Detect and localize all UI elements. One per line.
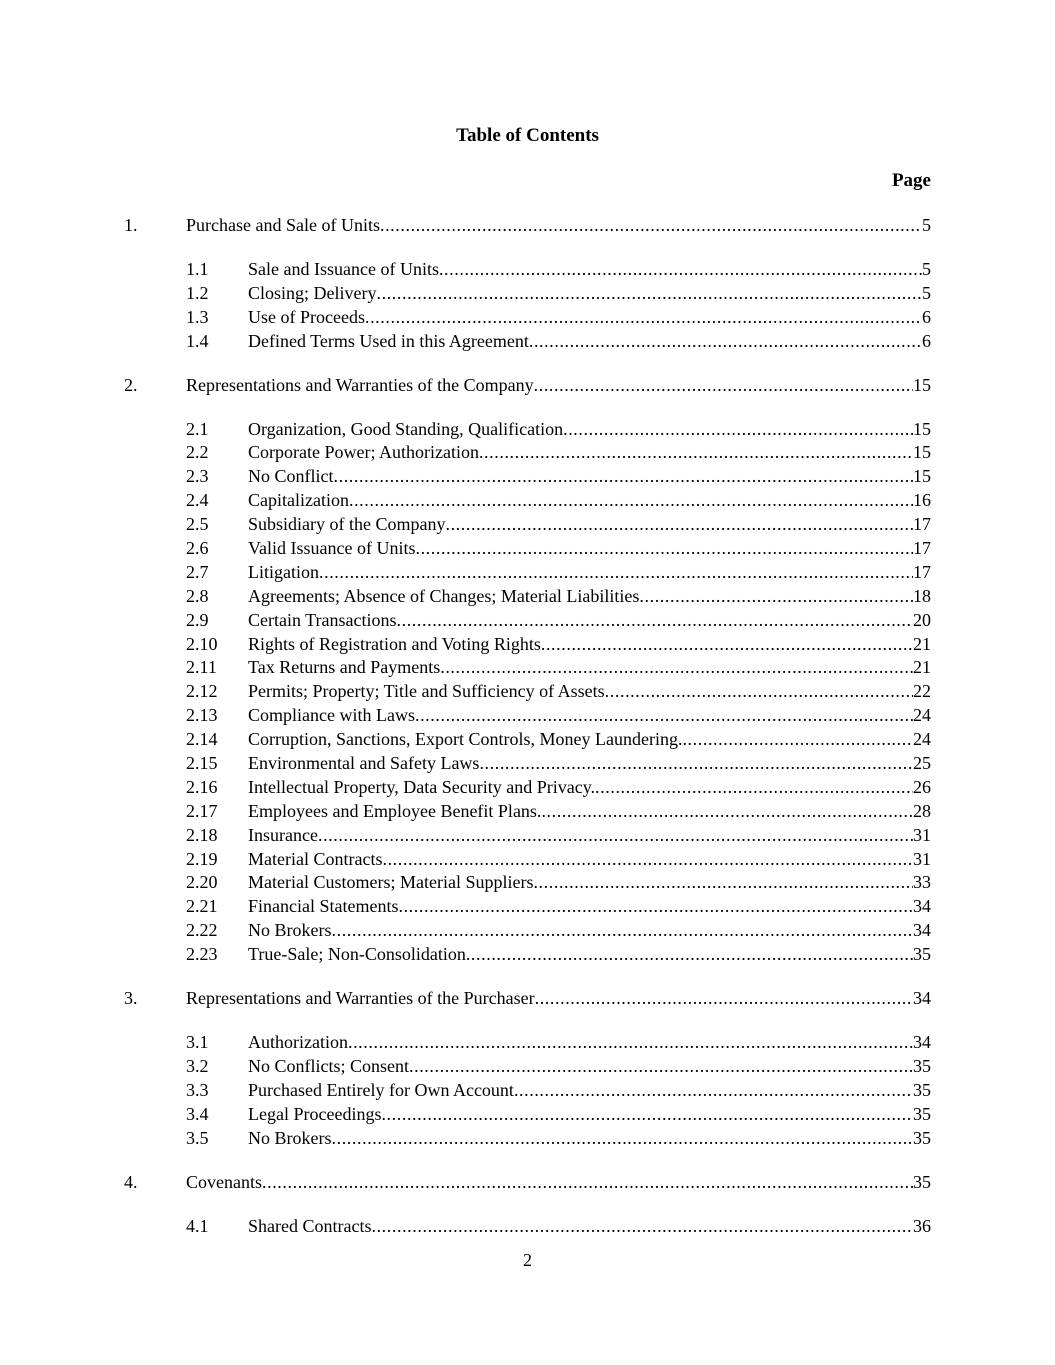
toc-subsection-number: 2.13 <box>186 705 218 726</box>
toc-subsection-leader <box>248 894 931 918</box>
toc-subsection-page: 21 <box>913 633 931 654</box>
toc-subsection[interactable] <box>0 329 1055 353</box>
toc-subsection-page: 36 <box>913 1215 931 1236</box>
toc-subsection[interactable] <box>0 1078 1055 1102</box>
toc-subsection-number: 1.4 <box>186 330 209 351</box>
dot-leader <box>318 823 913 847</box>
toc-subsection-number: 2.21 <box>186 896 218 917</box>
toc-subsection[interactable] <box>0 536 1055 560</box>
page-column-heading: Page <box>891 170 931 191</box>
dot-leader <box>533 870 913 894</box>
toc-subsection-leader <box>248 870 931 894</box>
toc-subsection-page: 18 <box>913 585 931 606</box>
toc-subsection-leader <box>248 512 931 536</box>
toc-subsection-leader <box>248 679 931 703</box>
dot-leader <box>529 329 922 353</box>
toc-section[interactable] <box>0 1170 1055 1194</box>
toc-subsection[interactable] <box>0 799 1055 823</box>
toc-section[interactable] <box>0 373 1055 397</box>
dot-leader <box>398 894 913 918</box>
toc-subsection-page: 5 <box>922 259 931 279</box>
dot-leader <box>348 1030 913 1054</box>
toc-subsection-title: True-Sale; Non-Consolidation <box>248 944 466 965</box>
toc-subsection-leader <box>248 1214 931 1238</box>
dot-leader <box>439 257 922 281</box>
toc-subsection-page: 15 <box>913 442 931 463</box>
toc-subsection-leader <box>248 329 931 353</box>
toc-subsection-number: 1.1 <box>186 259 209 279</box>
toc-section-page: 15 <box>913 374 931 395</box>
toc-subsection-leader <box>248 775 931 799</box>
toc-section-number: 4. <box>124 1171 138 1192</box>
toc-section-page: 35 <box>913 1171 931 1192</box>
toc-subsection-title: Intellectual Property, Data Security and Privacy. <box>248 776 596 797</box>
toc-subsection-page: 26 <box>913 776 931 797</box>
toc-subsection[interactable] <box>0 440 1055 464</box>
dot-leader <box>334 464 914 488</box>
toc-subsection-number: 3.2 <box>186 1055 209 1076</box>
dot-leader <box>380 213 922 237</box>
dot-leader <box>479 440 913 464</box>
toc-subsection-title: Subsidiary of the Company <box>248 514 446 535</box>
toc-subsection-title: Permits; Property; Title and Sufficiency of Assets <box>248 681 605 702</box>
dot-leader <box>415 703 913 727</box>
toc-subsection-leader <box>248 1126 931 1150</box>
toc-subsection-leader <box>248 281 931 305</box>
toc-subsection-title: Purchased Entirely for Own Account <box>248 1079 514 1100</box>
toc-subsection-leader <box>248 632 931 656</box>
toc-subsection-number: 2.11 <box>186 657 217 678</box>
dot-leader <box>382 847 913 871</box>
dot-leader <box>514 1078 913 1102</box>
toc-subsection-title: No Conflicts; Consent <box>248 1055 409 1076</box>
toc-subsection[interactable] <box>0 823 1055 847</box>
toc-subsection-page: 17 <box>913 538 931 559</box>
toc-subsection-number: 2.8 <box>186 585 209 606</box>
toc-subsection-number: 2.1 <box>186 418 209 439</box>
toc-subsection-number: 2.23 <box>186 944 218 965</box>
dot-leader <box>397 608 914 632</box>
toc-section-title: Covenants <box>186 1171 262 1192</box>
toc-subsection[interactable] <box>0 751 1055 775</box>
dot-leader <box>541 632 913 656</box>
toc-subsection-page: 15 <box>913 466 931 487</box>
toc-subsection-page: 33 <box>913 872 931 893</box>
toc-subsection-page: 21 <box>913 657 931 678</box>
toc-subsection-list <box>0 417 1055 966</box>
toc-subsection-page: 35 <box>913 1079 931 1100</box>
toc-subsection-number: 2.22 <box>186 920 218 941</box>
toc-subsection-page: 17 <box>913 561 931 582</box>
toc-subsection-title: Corruption, Sanctions, Export Controls, Money Laundering. <box>248 729 683 750</box>
toc-section-page: 5 <box>922 215 931 235</box>
toc-subsection[interactable] <box>0 1030 1055 1054</box>
toc-subsection[interactable] <box>0 488 1055 512</box>
toc-subsection[interactable] <box>0 281 1055 305</box>
toc-subsection-title: Tax Returns and Payments <box>248 657 441 678</box>
toc-subsection-page: 34 <box>913 920 931 941</box>
toc-subsection-title: Authorization <box>248 1032 348 1053</box>
toc-subsection-number: 2.14 <box>186 729 218 750</box>
dot-leader <box>371 1214 913 1238</box>
toc-subsection-title: Material Customers; Material Suppliers <box>248 872 534 893</box>
toc-subsection[interactable] <box>0 512 1055 536</box>
dot-leader <box>332 918 914 942</box>
toc-subsection-title: Defined Terms Used in this Agreement <box>248 330 529 351</box>
toc-subsection-title: Compliance with Laws <box>248 705 415 726</box>
toc-subsection-page: 17 <box>913 514 931 535</box>
toc-subsection-number: 2.18 <box>186 824 218 845</box>
toc-subsection-page: 35 <box>913 1055 931 1076</box>
dot-leader <box>466 942 913 966</box>
toc-subsection-leader <box>248 727 931 751</box>
dot-leader <box>605 679 913 703</box>
toc-subsection-number: 2.20 <box>186 872 218 893</box>
dot-leader <box>332 1126 914 1150</box>
toc-subsection-page: 24 <box>913 705 931 726</box>
toc-subsection[interactable] <box>0 775 1055 799</box>
dot-leader <box>682 727 913 751</box>
toc-subsection-page: 35 <box>913 1103 931 1124</box>
toc-subsection-leader <box>248 1054 931 1078</box>
toc-subsection-number: 2.17 <box>186 800 218 821</box>
toc-section-leader <box>186 986 931 1010</box>
table-of-contents <box>0 213 1055 1257</box>
toc-subsection-list <box>0 257 1055 353</box>
toc-subsection-page: 20 <box>913 609 931 630</box>
dot-leader <box>440 655 913 679</box>
toc-subsection-leader <box>248 655 931 679</box>
toc-subsection-list <box>0 1214 1055 1238</box>
toc-subsection-title: Rights of Registration and Voting Rights <box>248 633 541 654</box>
toc-subsection-number: 3.1 <box>186 1032 209 1053</box>
toc-subsection-number: 1.3 <box>186 306 209 327</box>
toc-section-number: 3. <box>124 988 138 1009</box>
toc-subsection-number: 2.19 <box>186 848 218 869</box>
toc-subsection-page: 25 <box>913 753 931 774</box>
toc-subsection[interactable] <box>0 679 1055 703</box>
toc-subsection-leader <box>248 257 931 281</box>
toc-subsection-number: 2.5 <box>186 514 209 535</box>
toc-subsection[interactable] <box>0 942 1055 966</box>
toc-subsection-leader <box>248 918 931 942</box>
toc-section-leader <box>186 373 931 397</box>
toc-subsection-leader <box>248 417 931 441</box>
dot-leader <box>445 512 913 536</box>
dot-leader <box>349 488 913 512</box>
toc-section[interactable] <box>0 213 1055 237</box>
toc-subsection-page: 31 <box>913 824 931 845</box>
toc-subsection-leader <box>248 942 931 966</box>
toc-subsection[interactable] <box>0 894 1055 918</box>
toc-subsection-page: 35 <box>913 944 931 965</box>
toc-subsection[interactable] <box>0 655 1055 679</box>
toc-subsection-number: 2.16 <box>186 776 218 797</box>
toc-subsection-title: No Brokers <box>248 1127 332 1148</box>
toc-subsection[interactable] <box>0 1214 1055 1238</box>
document-title: Table of Contents <box>456 125 599 146</box>
toc-subsection-number: 2.2 <box>186 442 209 463</box>
toc-subsection-number: 2.4 <box>186 490 209 511</box>
toc-subsection[interactable] <box>0 1054 1055 1078</box>
toc-subsection-title: Litigation <box>248 561 319 582</box>
dot-leader <box>381 1102 913 1126</box>
toc-subsection-title: Use of Proceeds <box>248 306 365 327</box>
toc-subsection[interactable] <box>0 584 1055 608</box>
toc-subsection-page: 5 <box>922 282 931 303</box>
toc-subsection-number: 2.10 <box>186 633 218 654</box>
toc-subsection[interactable] <box>0 1102 1055 1126</box>
toc-section-leader <box>186 1170 931 1194</box>
toc-subsection-title: Closing; Delivery <box>248 282 377 303</box>
toc-subsection-leader <box>248 440 931 464</box>
toc-subsection-leader <box>248 751 931 775</box>
toc-subsection-title: Organization, Good Standing, Qualification <box>248 418 564 439</box>
toc-subsection[interactable] <box>0 918 1055 942</box>
toc-subsection-leader <box>248 488 931 512</box>
toc-subsection[interactable] <box>0 727 1055 751</box>
toc-subsection[interactable] <box>0 1126 1055 1150</box>
toc-subsection-number: 3.3 <box>186 1079 209 1100</box>
toc-subsection-number: 3.4 <box>186 1103 209 1124</box>
toc-section-number: 1. <box>124 215 138 235</box>
toc-subsection[interactable] <box>0 847 1055 871</box>
toc-subsection-number: 1.2 <box>186 282 209 303</box>
toc-subsection-title: Employees and Employee Benefit Plans. <box>248 800 542 821</box>
dot-leader <box>319 560 913 584</box>
dot-leader <box>535 986 913 1010</box>
dot-leader <box>377 281 923 305</box>
toc-subsection-title: Capitalization <box>248 490 349 511</box>
toc-section-number: 2. <box>124 374 138 395</box>
toc-subsection-title: Environmental and Safety Laws <box>248 753 480 774</box>
toc-subsection-number: 2.12 <box>186 681 218 702</box>
toc-subsection-page: 31 <box>913 848 931 869</box>
toc-subsection-page: 34 <box>913 896 931 917</box>
toc-subsection-number: 2.3 <box>186 466 209 487</box>
toc-subsection-page: 6 <box>922 306 931 327</box>
dot-leader <box>415 536 913 560</box>
dot-leader <box>563 417 913 441</box>
toc-subsection[interactable] <box>0 560 1055 584</box>
toc-subsection-number: 2.6 <box>186 538 209 559</box>
toc-subsection-title: Financial Statements <box>248 896 399 917</box>
toc-subsection[interactable] <box>0 417 1055 441</box>
toc-subsection-number: 2.15 <box>186 753 218 774</box>
toc-section-title: Purchase and Sale of Units <box>186 215 380 235</box>
toc-subsection[interactable] <box>0 703 1055 727</box>
toc-subsection-title: Certain Transactions <box>248 609 397 630</box>
toc-subsection[interactable] <box>0 257 1055 281</box>
toc-subsection-leader <box>248 536 931 560</box>
toc-subsection-page: 34 <box>913 1032 931 1053</box>
toc-subsection[interactable] <box>0 632 1055 656</box>
toc-section-leader <box>186 213 931 237</box>
dot-leader <box>262 1170 913 1194</box>
toc-subsection-leader <box>248 305 931 329</box>
dot-leader <box>365 305 922 329</box>
toc-subsection-leader <box>248 464 931 488</box>
toc-subsection-page: 15 <box>913 418 931 439</box>
toc-subsection[interactable] <box>0 464 1055 488</box>
toc-subsection-page: 16 <box>913 490 931 511</box>
toc-section-title: Representations and Warranties of the Company <box>186 374 534 395</box>
toc-subsection-number: 3.5 <box>186 1127 209 1148</box>
toc-section-title: Representations and Warranties of the Purchaser <box>186 988 535 1009</box>
toc-subsection-leader <box>248 1078 931 1102</box>
toc-subsection-leader <box>248 608 931 632</box>
toc-subsection-title: No Conflict <box>248 466 334 487</box>
toc-subsection-title: Material Contracts <box>248 848 383 869</box>
toc-subsection-title: Valid Issuance of Units <box>248 538 416 559</box>
toc-subsection-leader <box>248 1030 931 1054</box>
toc-subsection-page: 24 <box>913 729 931 750</box>
dot-leader <box>479 751 913 775</box>
toc-subsection-title: Shared Contracts <box>248 1215 372 1236</box>
toc-subsection[interactable] <box>0 870 1055 894</box>
toc-subsection-number: 2.9 <box>186 609 209 630</box>
toc-subsection-leader <box>248 847 931 871</box>
page-number: 2 <box>523 1250 532 1270</box>
toc-subsection-title: Insurance <box>248 824 318 845</box>
toc-subsection[interactable] <box>0 608 1055 632</box>
toc-subsection-title: Agreements; Absence of Changes; Material Liabilities <box>248 585 640 606</box>
toc-subsection-number: 2.7 <box>186 561 209 582</box>
toc-subsection-leader <box>248 703 931 727</box>
toc-subsection-number: 4.1 <box>186 1215 209 1236</box>
toc-subsection-page: 35 <box>913 1127 931 1148</box>
toc-subsection-title: Sale and Issuance of Units <box>248 259 439 279</box>
toc-subsection[interactable] <box>0 305 1055 329</box>
toc-subsection-title: No Brokers <box>248 920 332 941</box>
toc-subsection-page: 22 <box>913 681 931 702</box>
toc-section[interactable] <box>0 986 1055 1010</box>
toc-subsection-page: 6 <box>922 330 931 351</box>
toc-subsection-leader <box>248 823 931 847</box>
toc-subsection-page: 28 <box>913 800 931 821</box>
dot-leader <box>541 799 913 823</box>
toc-subsection-title: Corporate Power; Authorization <box>248 442 479 463</box>
toc-subsection-title: Legal Proceedings <box>248 1103 382 1124</box>
dot-leader <box>534 373 913 397</box>
toc-subsection-leader <box>248 1102 931 1126</box>
dot-leader <box>595 775 913 799</box>
toc-subsection-leader <box>248 560 931 584</box>
toc-subsection-list <box>0 1030 1055 1149</box>
toc-subsection-leader <box>248 584 931 608</box>
toc-section-page: 34 <box>913 988 931 1009</box>
dot-leader <box>409 1054 913 1078</box>
dot-leader <box>639 584 913 608</box>
toc-subsection-leader <box>248 799 931 823</box>
